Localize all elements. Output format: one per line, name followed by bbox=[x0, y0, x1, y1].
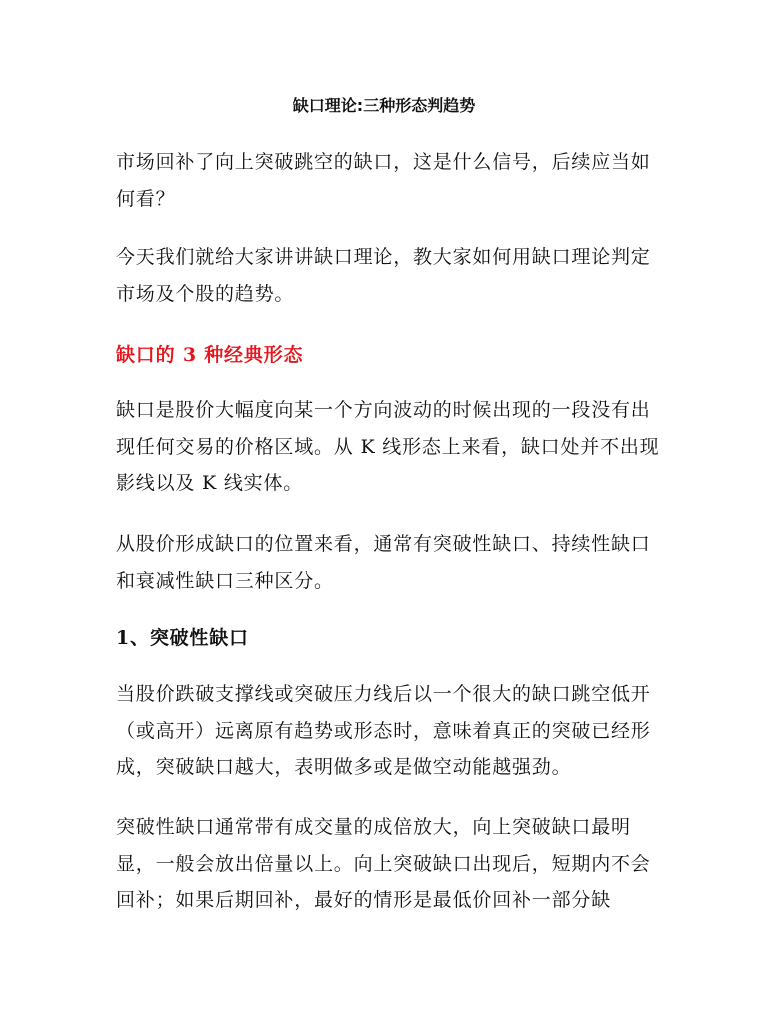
gap-types-paragraph: 从股价形成缺口的位置来看，通常有突破性缺口、持续性缺口和衰减性缺口三种区分。 bbox=[116, 533, 651, 592]
breakaway-gap-paragraph: 当股价跌破支撑线或突破压力线后以一个很大的缺口跳空低开（或高开）远离原有趋势或形态时，意味着真正的突破已经形成，突破缺口越大，表明做多或是做空动能越强劲。 bbox=[116, 683, 651, 778]
section-heading-three-forms: 缺口的 3 种经典形态 bbox=[116, 344, 304, 366]
subsection-heading-breakaway-gap: 1、突破性缺口 bbox=[116, 627, 249, 649]
breakaway-volume-paragraph: 突破性缺口通常带有成交量的成倍放大，向上突破缺口最明显，一般会放出倍量以上。向上突破缺口出现后，短期内不会回补；如果后期回补，最好的情形是最低价回补一部分缺 bbox=[116, 816, 651, 911]
intro-paragraph: 今天我们就给大家讲讲缺口理论，教大家如何用缺口理论判定市场及个股的趋势。 bbox=[116, 246, 651, 305]
document-title: 缺口理论:三种形态判趋势 bbox=[292, 96, 476, 115]
gap-definition-paragraph: 缺口是股价大幅度向某一个方向波动的时候出现的一段没有出现任何交易的价格区域。从 K 线形态上来看，缺口处并不出现影线以及 K 线实体。 bbox=[116, 399, 660, 494]
intro-question-paragraph: 市场回补了向上突破跳空的缺口，这是什么信号，后续应当如何看？ bbox=[116, 151, 651, 210]
